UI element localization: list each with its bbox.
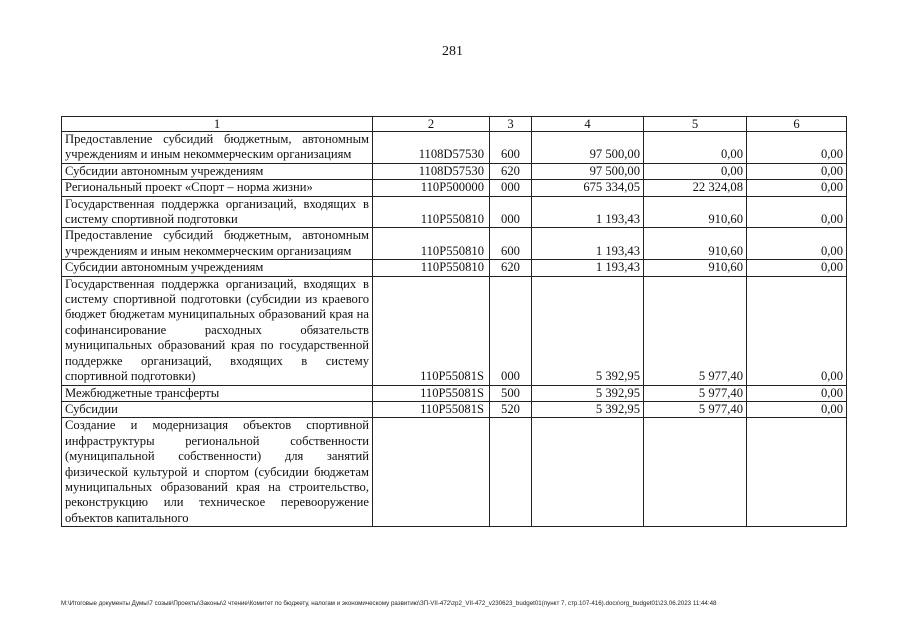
row-amount-4 [532,418,644,527]
row-amount-4: 1 193,43 [532,196,644,228]
row-expense-type: 000 [490,196,532,228]
row-amount-6: 0,00 [747,180,847,196]
row-amount-4: 97 500,00 [532,163,644,179]
table-row [62,163,847,179]
row-code: 110P550810 [373,228,490,260]
row-amount-5: 5 977,40 [644,276,747,385]
row-expense-type: 500 [490,385,532,401]
row-amount-5: 910,60 [644,260,747,276]
row-name: Субсидии [62,401,373,417]
column-header: 5 [644,117,747,132]
row-amount-5: 910,60 [644,228,747,260]
row-name: Государственная поддержка организаций, входящих в систему спортивной подготовки [62,196,373,228]
row-name: Субсидии автономным учреждениям [62,260,373,276]
row-amount-4: 5 392,95 [532,401,644,417]
row-amount-6: 0,00 [747,196,847,228]
row-expense-type: 000 [490,276,532,385]
row-code: 1108D57530 [373,163,490,179]
row-name: Межбюджетные трансферты [62,385,373,401]
row-expense-type: 600 [490,132,532,164]
row-code: 110P55081S [373,385,490,401]
row-code [373,418,490,527]
row-amount-6: 0,00 [747,276,847,385]
row-name: Субсидии автономным учреждениям [62,163,373,179]
table-header-row [62,117,847,132]
row-amount-5: 0,00 [644,163,747,179]
row-amount-6: 0,00 [747,401,847,417]
column-header: 2 [373,117,490,132]
row-amount-6: 0,00 [747,260,847,276]
row-amount-4: 5 392,95 [532,276,644,385]
table-row [62,385,847,401]
row-code: 1108D57530 [373,132,490,164]
page-number: 281 [442,44,463,59]
row-amount-5 [644,418,747,527]
row-expense-type: 620 [490,260,532,276]
row-amount-6: 0,00 [747,228,847,260]
column-header: 4 [532,117,644,132]
column-header: 3 [490,117,532,132]
row-expense-type: 000 [490,180,532,196]
file-path-footer: M:\Итоговые документы Думы\7 созыв\Проекты\Законы\2 чтение\Комитет по бюджету, налогам и экономическому развитию\ЗП-VII-472\zp2_VII-472_v230623_budget01(пункт 7, стр.107-416).docx\org_budget01\23.06.2023 11:44:48 [61,600,717,607]
column-header: 1 [62,117,373,132]
row-expense-type: 600 [490,228,532,260]
table-row [62,401,847,417]
row-amount-6: 0,00 [747,385,847,401]
table-row [62,276,847,385]
table-row [62,180,847,196]
row-amount-6: 0,00 [747,163,847,179]
table-row [62,132,847,164]
row-amount-4: 1 193,43 [532,260,644,276]
row-expense-type: 620 [490,163,532,179]
row-code: 110P55081S [373,276,490,385]
row-amount-6: 0,00 [747,132,847,164]
row-amount-4: 5 392,95 [532,385,644,401]
table-row [62,228,847,260]
row-amount-6 [747,418,847,527]
row-amount-4: 1 193,43 [532,228,644,260]
row-amount-5: 910,60 [644,196,747,228]
table-row [62,260,847,276]
row-amount-4: 97 500,00 [532,132,644,164]
row-name: Региональный проект «Спорт – норма жизни» [62,180,373,196]
row-amount-5: 5 977,40 [644,385,747,401]
row-code: 110P500000 [373,180,490,196]
table-row [62,196,847,228]
row-amount-5: 0,00 [644,132,747,164]
row-name: Государственная поддержка организаций, входящих в систему спортивной подготовки (субсидии из краевого бюджет бюджетам муниципальных образований края на софинансирование расходных обязательств муниципальных образований края по государственной поддержке организаций, входящих в систему спортивной подготовки) [62,276,373,385]
row-expense-type [490,418,532,527]
row-name: Предоставление субсидий бюджетным, автономным учреждениям и иным некоммерческим организациям [62,228,373,260]
row-code: 110P550810 [373,196,490,228]
row-expense-type: 520 [490,401,532,417]
row-amount-5: 5 977,40 [644,401,747,417]
row-name: Предоставление субсидий бюджетным, автономным учреждениям и иным некоммерческим организациям [62,132,373,164]
row-name: Создание и модернизация объектов спортивной инфраструктуры региональной собственности (муниципальной собственности) для занятий физической культурой и спортом (субсидии бюджетам муниципальных образований края на строительство, реконструкцию или техническое перевооружение объектов капитального [62,418,373,527]
row-amount-5: 22 324,08 [644,180,747,196]
row-code: 110P550810 [373,260,490,276]
row-amount-4: 675 334,05 [532,180,644,196]
row-code: 110P55081S [373,401,490,417]
table-row [62,418,847,527]
budget-table [61,116,847,527]
column-header: 6 [747,117,847,132]
